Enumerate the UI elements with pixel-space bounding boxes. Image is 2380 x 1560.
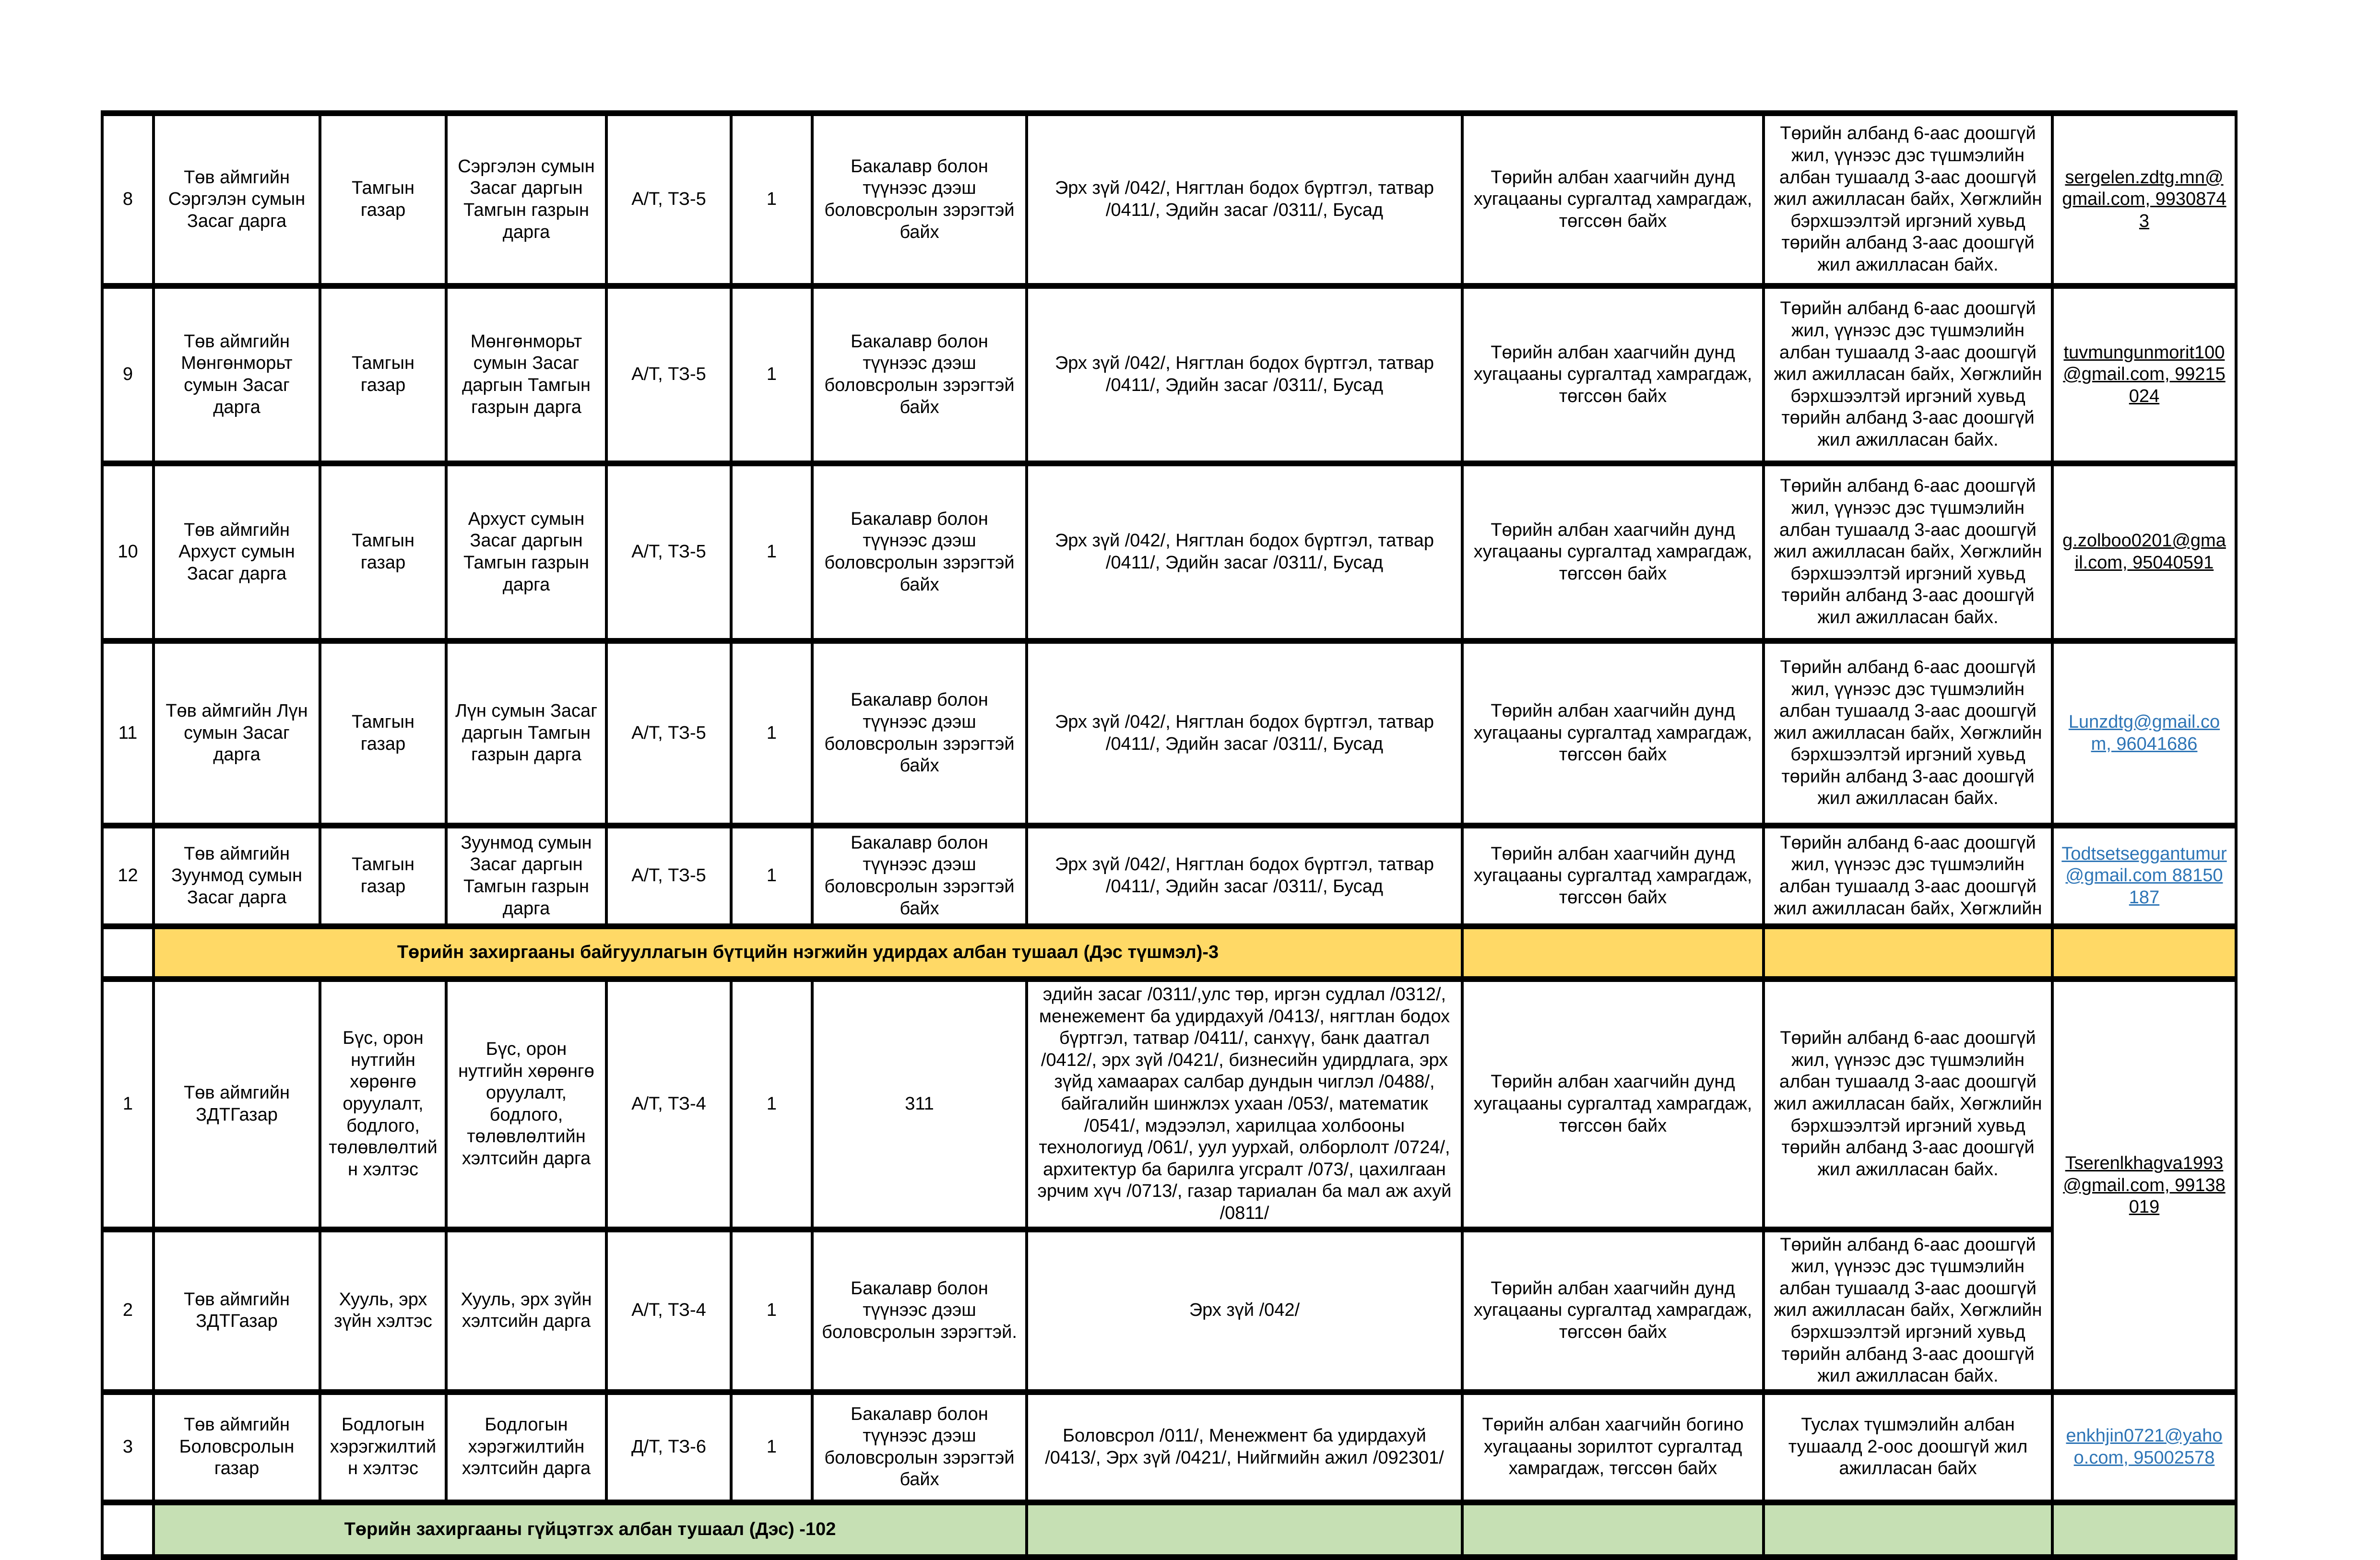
profession-cell: Эрх зүй /042/, Нягтлан бодох бүртгэл, татвар /0411/, Эдийн засаг /0311/, Бусад xyxy=(1027,826,1462,926)
table-row xyxy=(102,286,2236,463)
profession-cell: Эрх зүй /042/, Нягтлан бодох бүртгэл, татвар /0411/, Эдийн засаг /0311/, Бусад xyxy=(1027,641,1462,826)
profession-cell: Эрх зүй /042/, Нягтлан бодох бүртгэл, татвар /0411/, Эдийн засаг /0311/, Бусад xyxy=(1027,463,1462,641)
headcount-cell: 1 xyxy=(731,113,812,286)
position-cell: Зуунмод сумын Засаг даргын Тамгын газрын дарга xyxy=(446,826,606,926)
email-cell xyxy=(2052,113,2236,286)
headcount-cell: 1 xyxy=(731,1229,812,1392)
organization-cell: Төв аймгийн ЗДТГазар xyxy=(154,1229,320,1392)
email-link[interactable]: tuvmungunmorit100@gmail.com, 99215024 xyxy=(2063,342,2226,406)
department-cell: Тамгын газар xyxy=(320,641,446,826)
position-cell: Бодлогын хэрэгжилтийн хэлтсийн дарга xyxy=(446,1392,606,1502)
section-divider-row xyxy=(102,1502,2236,1557)
email-link[interactable]: sergelen.zdtg.mn@gmail.com, 99308743 xyxy=(2062,167,2226,231)
experience-cell: Төрийн албанд 6-аас доошгүй жил, үүнээс дэс түшмэлийн албан тушаалд 3-аас доошгүй жил ажилласан байх, Хөгжлийн бэрхшээлтэй иргэний хувьд төрийн албанд 3-аас доошгүй жил ажилласан байх. xyxy=(1764,463,2052,641)
row-number-cell: 9 xyxy=(102,286,154,463)
spacer-cell xyxy=(102,926,154,979)
profession-cell: эдийн засаг /0311/,улс төр, иргэн судлал /0312/, менежемент ба удирдахуй /0413/, нягтлан бодох бүртгэл, татвар /0411/, санхүү, банк даатгал /0412/, эрх зүй /0421/, бизнесийн удирдлага, эрх зүйд хамаарах салбар дундын чиглэл /0488/, байгалийн шинжлэх ухаан /053/, математик /0541/, мэдээлэл, харилцаа холбооны технологиуд /061/, уул уурхай, олборлолт /0724/, архитектур ба барилга угсралт /073/, цахилгаан эрчим хүч /0713/, газар тариалан ба мал аж ахуй /0811/ xyxy=(1027,979,1462,1229)
email-cell xyxy=(2052,641,2236,826)
training-cell: Төрийн албан хаагчийн богино хугацааны зорилтот сургалтад хамрагдаж, төгссөн байх xyxy=(1462,1392,1764,1502)
education-cell: Бакалавр болон түүнээс дээш боловсролын зэрэгтэй байх xyxy=(812,641,1027,826)
table-row xyxy=(102,463,2236,641)
table-row xyxy=(102,979,2236,1229)
row-number-cell: 10 xyxy=(102,463,154,641)
row-number-cell: 8 xyxy=(102,113,154,286)
position-cell: Бүс, орон нутгийн хөрөнгө оруулалт, бодлого, төлөвлөлтийн хэлтсийн дарга xyxy=(446,979,606,1229)
position-cell: Сэргэлэн сумын Засаг даргын Тамгын газрын дарга xyxy=(446,113,606,286)
email-link[interactable]: Lunzdtg@gmail.com, 96041686 xyxy=(2068,711,2220,754)
email-cell xyxy=(2052,1392,2236,1502)
headcount-cell: 1 xyxy=(731,826,812,926)
experience-cell: Төрийн албанд 6-аас доошгүй жил, үүнээс дэс түшмэлийн албан тушаалд 3-аас доошгүй жил ажилласан байх, Хөгжлийн бэрхшээлтэй иргэний хувьд төрийн албанд 3-аас доошгүй жил ажилласан байх. xyxy=(1764,113,2052,286)
headcount-cell: 1 xyxy=(731,1392,812,1502)
position-cell: Лүн сумын Засаг даргын Тамгын газрын дарга xyxy=(446,641,606,826)
table-row xyxy=(102,1229,2236,1392)
classification-cell: А/Т, ТЗ-4 xyxy=(606,979,731,1229)
spacer-cell xyxy=(1764,1502,2052,1557)
spacer-cell xyxy=(1764,926,2052,979)
profession-cell: Эрх зүй /042/, Нягтлан бодох бүртгэл, татвар /0411/, Эдийн засаг /0311/, Бусад xyxy=(1027,113,1462,286)
training-cell: Төрийн албан хаагчийн дунд хугацааны сургалтад хамрагдаж, төгссөн байх xyxy=(1462,113,1764,286)
spacer-cell xyxy=(102,1502,154,1557)
spacer-cell xyxy=(1462,926,1764,979)
vacancy-table xyxy=(101,110,2238,1560)
department-cell: Бодлогын хэрэгжилтийн хэлтэс xyxy=(320,1392,446,1502)
section-divider-row xyxy=(102,926,2236,979)
training-cell: Төрийн албан хаагчийн дунд хугацааны сургалтад хамрагдаж, төгссөн байх xyxy=(1462,979,1764,1229)
email-link[interactable]: Todtsetseggantumur@gmail.com 88150187 xyxy=(2061,843,2227,908)
profession-cell: Эрх зүй /042/ xyxy=(1027,1229,1462,1392)
training-cell: Төрийн албан хаагчийн дунд хугацааны сургалтад хамрагдаж, төгссөн байх xyxy=(1462,641,1764,826)
experience-cell: Төрийн албанд 6-аас доошгүй жил, үүнээс дэс түшмэлийн албан тушаалд 3-аас доошгүй жил ажилласан байх, Хөгжлийн бэрхшээлтэй иргэний хувьд төрийн албанд 3-аас доошгүй жил ажилласан байх. xyxy=(1764,641,2052,826)
classification-cell: Д/Т, ТЗ-6 xyxy=(606,1392,731,1502)
classification-cell: А/Т, ТЗ-5 xyxy=(606,286,731,463)
department-cell: Тамгын газар xyxy=(320,286,446,463)
training-cell: Төрийн албан хаагчийн дунд хугацааны сургалтад хамрагдаж, төгссөн байх xyxy=(1462,1229,1764,1392)
experience-cell: Төрийн албанд 6-аас доошгүй жил, үүнээс дэс түшмэлийн албан тушаалд 3-аас доошгүй жил ажилласан байх, Хөгжлийн бэрхшээлтэй иргэний хувьд төрийн албанд 3-аас доошгүй жил ажилласан байх. xyxy=(1764,286,2052,463)
classification-cell: А/Т, ТЗ-5 xyxy=(606,641,731,826)
email-cell xyxy=(2052,979,2236,1392)
headcount-cell: 1 xyxy=(731,979,812,1229)
spacer-cell xyxy=(1027,1502,1462,1557)
education-cell: 311 xyxy=(812,979,1027,1229)
organization-cell: Төв аймгийн Зуунмод сумын Засаг дарга xyxy=(154,826,320,926)
education-cell: Бакалавр болон түүнээс дээш боловсролын зэрэгтэй байх xyxy=(812,463,1027,641)
profession-cell: Боловсрол /011/, Менежмент ба удирдахуй /0413/, Эрх зүй /0421/, Нийгмийн ажил /092301/ xyxy=(1027,1392,1462,1502)
spacer-cell xyxy=(1462,1502,1764,1557)
spacer-cell xyxy=(2052,1502,2236,1557)
headcount-cell: 1 xyxy=(731,641,812,826)
education-cell: Бакалавр болон түүнээс дээш боловсролын зэрэгтэй байх xyxy=(812,826,1027,926)
spacer-cell xyxy=(2052,926,2236,979)
experience-cell: Төрийн албанд 6-аас доошгүй жил, үүнээс дэс түшмэлийн албан тушаалд 3-аас доошгүй жил ажилласан байх, Хөгжлийн бэрхшээлтэй иргэний хувьд төрийн албанд 3-аас доошгүй жил ажилласан байх. xyxy=(1764,979,2052,1229)
education-cell: Бакалавр болон түүнээс дээш боловсролын зэрэгтэй байх xyxy=(812,286,1027,463)
experience-cell: Төрийн албанд 6-аас доошгүй жил, үүнээс дэс түшмэлийн албан тушаалд 3-аас доошгүй жил ажилласан байх, Хөгжлийн бэрхшээлтэй иргэний хувьд төрийн албанд 3-аас доошгүй жил ажилласан байх. xyxy=(1764,1229,2052,1392)
organization-cell: Төв аймгийн Лүн сумын Засаг дарга xyxy=(154,641,320,826)
department-cell: Тамгын газар xyxy=(320,463,446,641)
email-link[interactable]: g.zolboo0201@gmail.com, 95040591 xyxy=(2062,531,2226,573)
row-number-cell: 11 xyxy=(102,641,154,826)
table-row xyxy=(102,641,2236,826)
organization-cell: Төв аймгийн Мөнгөнморьт сумын Засаг дарга xyxy=(154,286,320,463)
position-cell: Мөнгөнморьт сумын Засаг даргын Тамгын газрын дарга xyxy=(446,286,606,463)
department-cell: Бүс, орон нутгийн хөрөнгө оруулалт, бодлого, төлөвлөлтийн хэлтэс xyxy=(320,979,446,1229)
email-link[interactable]: Tserenlkhagva1993@gmail.com, 99138019 xyxy=(2063,1153,2226,1217)
education-cell: Бакалавр болон түүнээс дээш боловсролын зэрэгтэй байх xyxy=(812,113,1027,286)
classification-cell: А/Т, ТЗ-5 xyxy=(606,463,731,641)
department-cell: Тамгын газар xyxy=(320,826,446,926)
row-number-cell: 12 xyxy=(102,826,154,926)
table-row xyxy=(102,1392,2236,1502)
row-number-cell: 2 xyxy=(102,1229,154,1392)
organization-cell: Төв аймгийн Архуст сумын Засаг дарга xyxy=(154,463,320,641)
email-cell xyxy=(2052,826,2236,926)
email-link[interactable]: enkhjin0721@yahoo.com, 95002578 xyxy=(2066,1426,2223,1468)
section-divider-label: Төрийн захиргааны гүйцэтгэх албан тушаал (Дэс) -102 xyxy=(154,1502,1027,1557)
position-cell: Архуст сумын Засаг даргын Тамгын газрын дарга xyxy=(446,463,606,641)
email-cell xyxy=(2052,463,2236,641)
headcount-cell: 1 xyxy=(731,286,812,463)
table-row xyxy=(102,113,2236,286)
row-number-cell: 3 xyxy=(102,1392,154,1502)
education-cell: Бакалавр болон түүнээс дээш боловсролын зэрэгтэй байх xyxy=(812,1392,1027,1502)
education-cell: Бакалавр болон түүнээс дээш боловсролын зэрэгтэй. xyxy=(812,1229,1027,1392)
department-cell: Тамгын газар xyxy=(320,113,446,286)
table-row xyxy=(102,826,2236,926)
profession-cell: Эрх зүй /042/, Нягтлан бодох бүртгэл, татвар /0411/, Эдийн засаг /0311/, Бусад xyxy=(1027,286,1462,463)
email-cell xyxy=(2052,286,2236,463)
classification-cell: А/Т, ТЗ-5 xyxy=(606,113,731,286)
classification-cell: А/Т, ТЗ-4 xyxy=(606,1229,731,1392)
headcount-cell: 1 xyxy=(731,463,812,641)
organization-cell: Төв аймгийн Сэргэлэн сумын Засаг дарга xyxy=(154,113,320,286)
classification-cell: А/Т, ТЗ-5 xyxy=(606,826,731,926)
experience-cell: Төрийн албанд 6-аас доошгүй жил, үүнээс дэс түшмэлийн албан тушаалд 3-аас доошгүй жил ажилласан байх, Хөгжлийн xyxy=(1764,826,2052,926)
organization-cell: Төв аймгийн ЗДТГазар xyxy=(154,979,320,1229)
training-cell: Төрийн албан хаагчийн дунд хугацааны сургалтад хамрагдаж, төгссөн байх xyxy=(1462,463,1764,641)
training-cell: Төрийн албан хаагчийн дунд хугацааны сургалтад хамрагдаж, төгссөн байх xyxy=(1462,286,1764,463)
row-number-cell: 1 xyxy=(102,979,154,1229)
position-cell: Хууль, эрх зүйн хэлтсийн дарга xyxy=(446,1229,606,1392)
department-cell: Хууль, эрх зүйн хэлтэс xyxy=(320,1229,446,1392)
experience-cell: Туслах түшмэлийн албан тушаалд 2-оос доошгүй жил ажилласан байх xyxy=(1764,1392,2052,1502)
organization-cell: Төв аймгийн Боловсролын газар xyxy=(154,1392,320,1502)
training-cell: Төрийн албан хаагчийн дунд хугацааны сургалтад хамрагдаж, төгссөн байх xyxy=(1462,826,1764,926)
section-divider-label: Төрийн захиргааны байгууллагын бүтцийн нэгжийн удирдах албан тушаал (Дэс түшмэл)-3 xyxy=(154,926,1462,979)
